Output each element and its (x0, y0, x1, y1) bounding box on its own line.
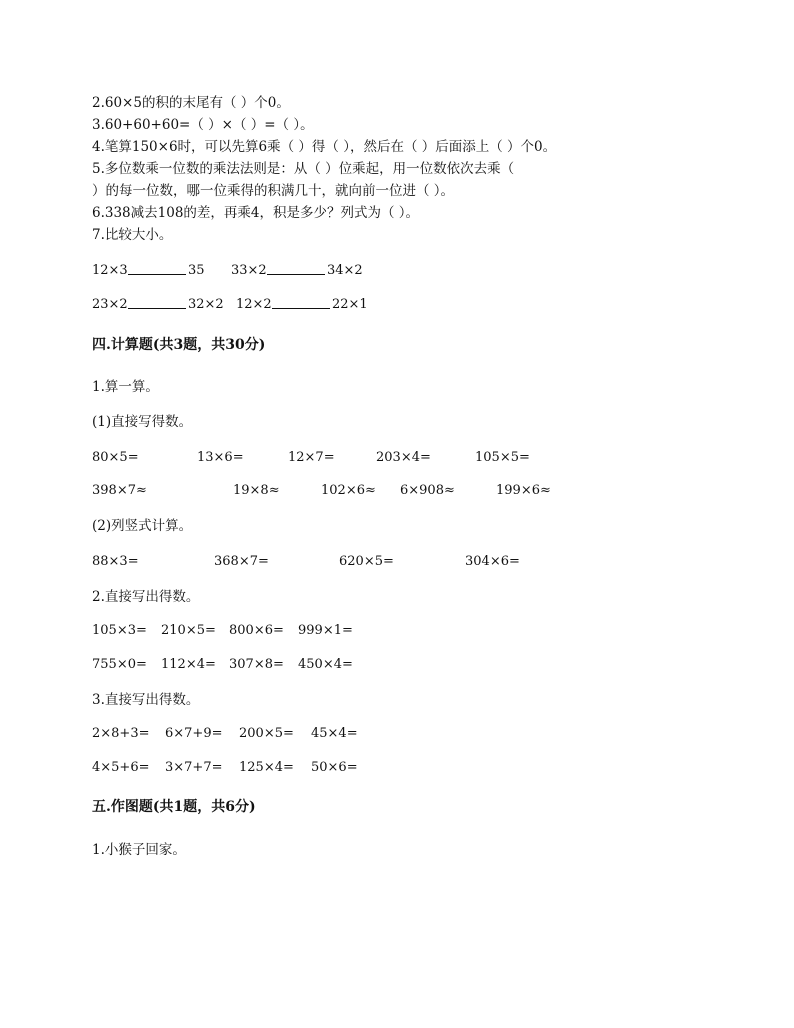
section-5-heading: 五.作图题(共1题，共6分) (92, 799, 256, 815)
calc-item: 19×8≈ (233, 483, 280, 498)
question-2: 2.60×5的积的末尾有（ ）个0。 (92, 95, 290, 111)
compare-blank[interactable] (128, 262, 186, 281)
calc-item: 398×7≈ (92, 483, 147, 498)
calc-item: 200×5= (239, 726, 294, 741)
question-3: 3.60+60+60=（ ）×（ ）=（ ）。 (92, 117, 314, 133)
calc-item: 50×6= (311, 760, 358, 775)
question-6: 6.338减去108的差，再乘4，积是多少？列式为（ ）。 (92, 205, 420, 221)
section-4-question-2: 2.直接写出得数。 (92, 589, 200, 605)
calc-item: 125×4= (239, 760, 294, 775)
question-7: 7.比较大小。 (92, 227, 173, 243)
calc-item: 368×7= (214, 554, 269, 569)
calc-item: 199×6≈ (496, 483, 551, 498)
calc-item: 203×4= (376, 450, 431, 465)
compare-right: 35 (188, 263, 205, 278)
compare-left: 12×3 (92, 263, 128, 278)
question-5-line-1: 5.多位数乘一位数的乘法法则是：从（ ）位乘起，用一位数依次去乘（ (92, 161, 515, 177)
compare-right: 34×2 (327, 263, 363, 278)
section-4-sub-1: (1)直接写得数。 (92, 414, 193, 430)
calc-item: 102×6≈ (321, 483, 376, 498)
question-4: 4.笔算150×6时，可以先算6乘（ ）得（ ），然后在（ ）后面添上（ ）个0。 (92, 139, 557, 155)
compare-blank[interactable] (128, 296, 186, 315)
calc-item: 105×3= (92, 623, 147, 638)
section-4-heading: 四.计算题(共3题，共30分) (92, 337, 266, 353)
calc-item: 13×6= (197, 450, 244, 465)
calc-item: 304×6= (465, 554, 520, 569)
calc-item: 12×7= (288, 450, 335, 465)
section-4-sub-2: (2)列竖式计算。 (92, 518, 193, 534)
compare-blank[interactable] (272, 296, 330, 315)
compare-left: 23×2 (92, 297, 128, 312)
calc-item: 307×8= (229, 657, 284, 672)
compare-right: 22×1 (332, 297, 368, 312)
calc-item: 4×5+6= (92, 760, 150, 775)
calc-item: 112×4= (161, 657, 216, 672)
compare-left: 12×2 (236, 297, 272, 312)
calc-item: 80×5= (92, 450, 139, 465)
question-5-line-2: ）的每一位数，哪一位乘得的积满几十，就向前一位进（ ）。 (92, 183, 455, 199)
compare-blank[interactable] (267, 262, 325, 281)
section-4-question-1: 1.算一算。 (92, 379, 159, 395)
section-4-question-3: 3.直接写出得数。 (92, 692, 200, 708)
calc-item: 999×1= (298, 623, 353, 638)
calc-item: 800×6= (229, 623, 284, 638)
section-5-question-1: 1.小猴子回家。 (92, 842, 186, 858)
calc-item: 210×5= (161, 623, 216, 638)
compare-left: 33×2 (231, 263, 267, 278)
calc-item: 450×4= (298, 657, 353, 672)
calc-item: 105×5= (475, 450, 530, 465)
calc-item: 2×8+3= (92, 726, 150, 741)
calc-item: 45×4= (311, 726, 358, 741)
calc-item: 755×0= (92, 657, 147, 672)
calc-item: 620×5= (339, 554, 394, 569)
calc-item: 6×7+9= (165, 726, 223, 741)
calc-item: 3×7+7= (165, 760, 223, 775)
compare-right: 32×2 (188, 297, 224, 312)
calc-item: 6×908≈ (400, 483, 455, 498)
calc-item: 88×3= (92, 554, 139, 569)
